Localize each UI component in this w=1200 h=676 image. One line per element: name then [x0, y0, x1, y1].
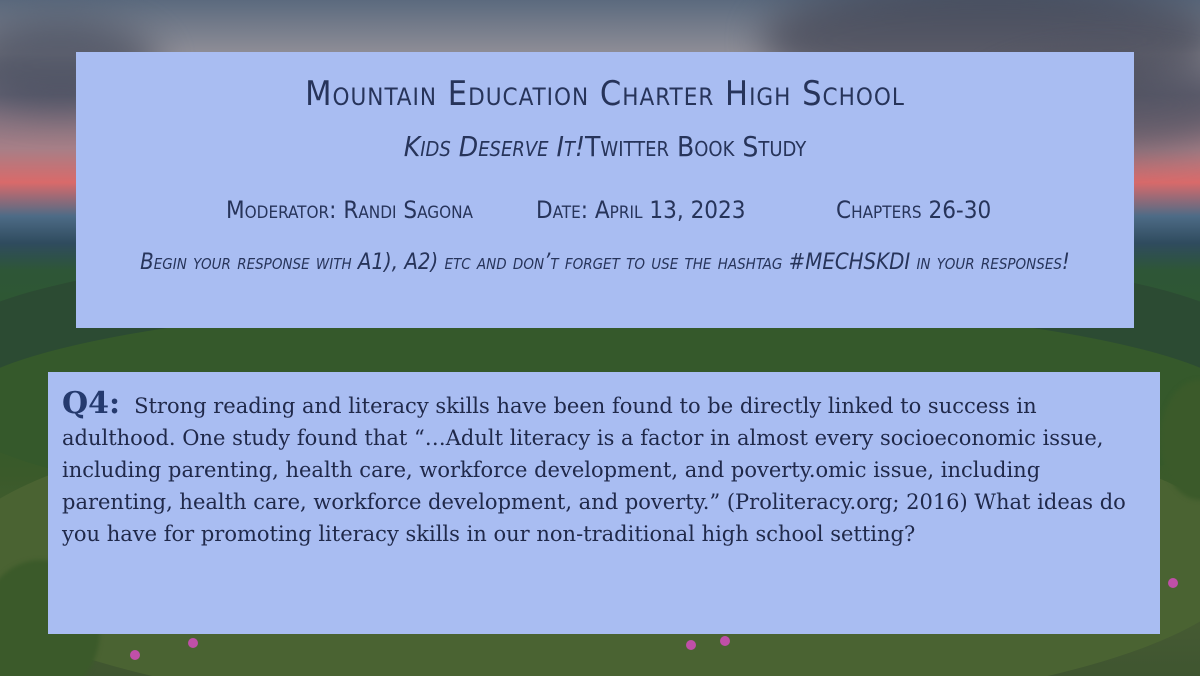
flower: [686, 640, 696, 650]
moderator: Moderator: Randi Sagona: [226, 196, 474, 224]
flower: [130, 650, 140, 660]
school-name: Mountain Education Charter High School: [305, 74, 905, 114]
question-label: Q4:: [62, 386, 121, 421]
chapters: Chapters 26-30: [836, 196, 992, 224]
header-panel: [76, 52, 1134, 328]
flower: [1168, 578, 1178, 588]
question-body: [62, 388, 1146, 550]
instructions: Begin your response with A1), A2) etc and don’t forget to use the hashtag #MECHSKDI in your responses!: [140, 250, 1070, 275]
study-name: Twitter Book Study: [585, 130, 807, 163]
date: Date: April 13, 2023: [536, 196, 746, 224]
book-title: Kids Deserve It!: [403, 130, 586, 163]
question-panel: [48, 372, 1160, 634]
question-text: Strong reading and literacy skills have been found to be directly linked to success in adulthood. One study found that “…Adult literacy is a factor in almost every socioeconomic issue, including parenting, health care, workforce development, and poverty.omic issue, including parenting, health care, workforce development, and poverty.” (Proliteracy.org; 2016) What ideas do you have for promoting literacy skills in our non-traditional high school setting?: [62, 394, 1126, 546]
study-title: [76, 130, 1134, 163]
flower: [188, 638, 198, 648]
flower: [720, 636, 730, 646]
